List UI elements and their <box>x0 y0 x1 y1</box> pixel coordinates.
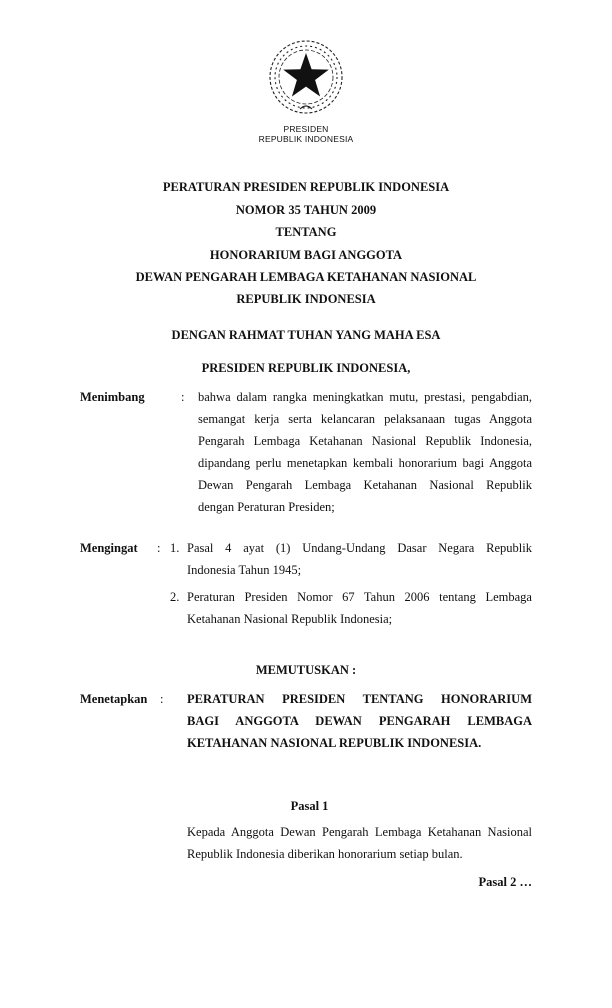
text-line: Kepada Anggota Dewan Pengarah Lembaga Ketahanan Nasional <box>187 825 532 839</box>
text-line: dengan Peraturan Presiden; <box>198 500 335 514</box>
pasal1-heading: Pasal 1 <box>290 799 329 813</box>
title-line: PERATURAN PRESIDEN REPUBLIK INDONESIA <box>162 180 450 194</box>
text-line: Republik Indonesia diberikan honorarium setiap bulan. <box>187 847 463 861</box>
text-line: KETAHANAN NASIONAL REPUBLIK INDONESIA. <box>187 736 482 750</box>
next-page-marker: Pasal 2 … <box>478 875 532 889</box>
menimbang-label: Menimbang <box>80 390 145 404</box>
title-line: HONORARIUM BAGI ANGGOTA <box>209 248 403 262</box>
title-line: REPUBLIK INDONESIA <box>236 292 376 306</box>
mengingat-label: Mengingat <box>80 541 138 555</box>
text-line: semangat kerja serta kelancaran pelaksanaan tugas Anggota <box>198 412 532 426</box>
menetapkan-text <box>187 688 532 754</box>
menimbang-colon: : <box>181 390 185 404</box>
item-number: 1. <box>170 541 180 555</box>
item-number: 2. <box>170 590 180 604</box>
mengingat-colon: : <box>157 541 161 555</box>
menetapkan-colon: : <box>160 692 164 706</box>
menetapkan-label: Menetapkan <box>80 692 148 706</box>
invocation: DENGAN RAHMAT TUHAN YANG MAHA ESA <box>171 328 441 342</box>
memutuskan-heading: MEMUTUSKAN : <box>255 663 357 677</box>
mengingat-item-1 <box>187 537 532 581</box>
seal-caption-line2: REPUBLIK INDONESIA <box>258 134 354 144</box>
menimbang-text <box>198 386 532 518</box>
president-heading: PRESIDEN REPUBLIK INDONESIA, <box>201 361 411 375</box>
seal-caption-line1: PRESIDEN <box>283 124 329 134</box>
title-line: TENTANG <box>275 225 337 239</box>
mengingat-item-2 <box>187 586 532 630</box>
text-line: bahwa dalam rangka meningkatkan mutu, prestasi, pengabdian, <box>198 390 532 404</box>
text-line: PERATURAN PRESIDEN TENTANG HONORARIUM <box>187 692 532 706</box>
text-line: Pasal 4 ayat (1) Undang-Undang Dasar Negara Republik <box>187 541 532 555</box>
text-line: Peraturan Presiden Nomor 67 Tahun 2006 tentang Lembaga <box>187 590 532 604</box>
pasal1-text <box>187 821 532 865</box>
text-line: Indonesia Tahun 1945; <box>187 563 302 577</box>
star-wreath-emblem <box>266 37 346 117</box>
text-line: Pengarah Lembaga Ketahanan Nasional Republik Indonesia, <box>198 434 532 448</box>
title-line: NOMOR 35 TAHUN 2009 <box>235 203 377 217</box>
text-line: Ketahanan Nasional Republik Indonesia; <box>187 612 393 626</box>
text-line: dipandang perlu menetapkan kembali honorarium bagi Anggota <box>198 456 532 470</box>
title-line: DEWAN PENGARAH LEMBAGA KETAHANAN NASIONAL <box>135 270 477 284</box>
text-line: Dewan Pengarah Lembaga Ketahanan Nasional Republik <box>198 478 532 492</box>
text-line: BAGI ANGGOTA DEWAN PENGARAH LEMBAGA <box>187 714 532 728</box>
